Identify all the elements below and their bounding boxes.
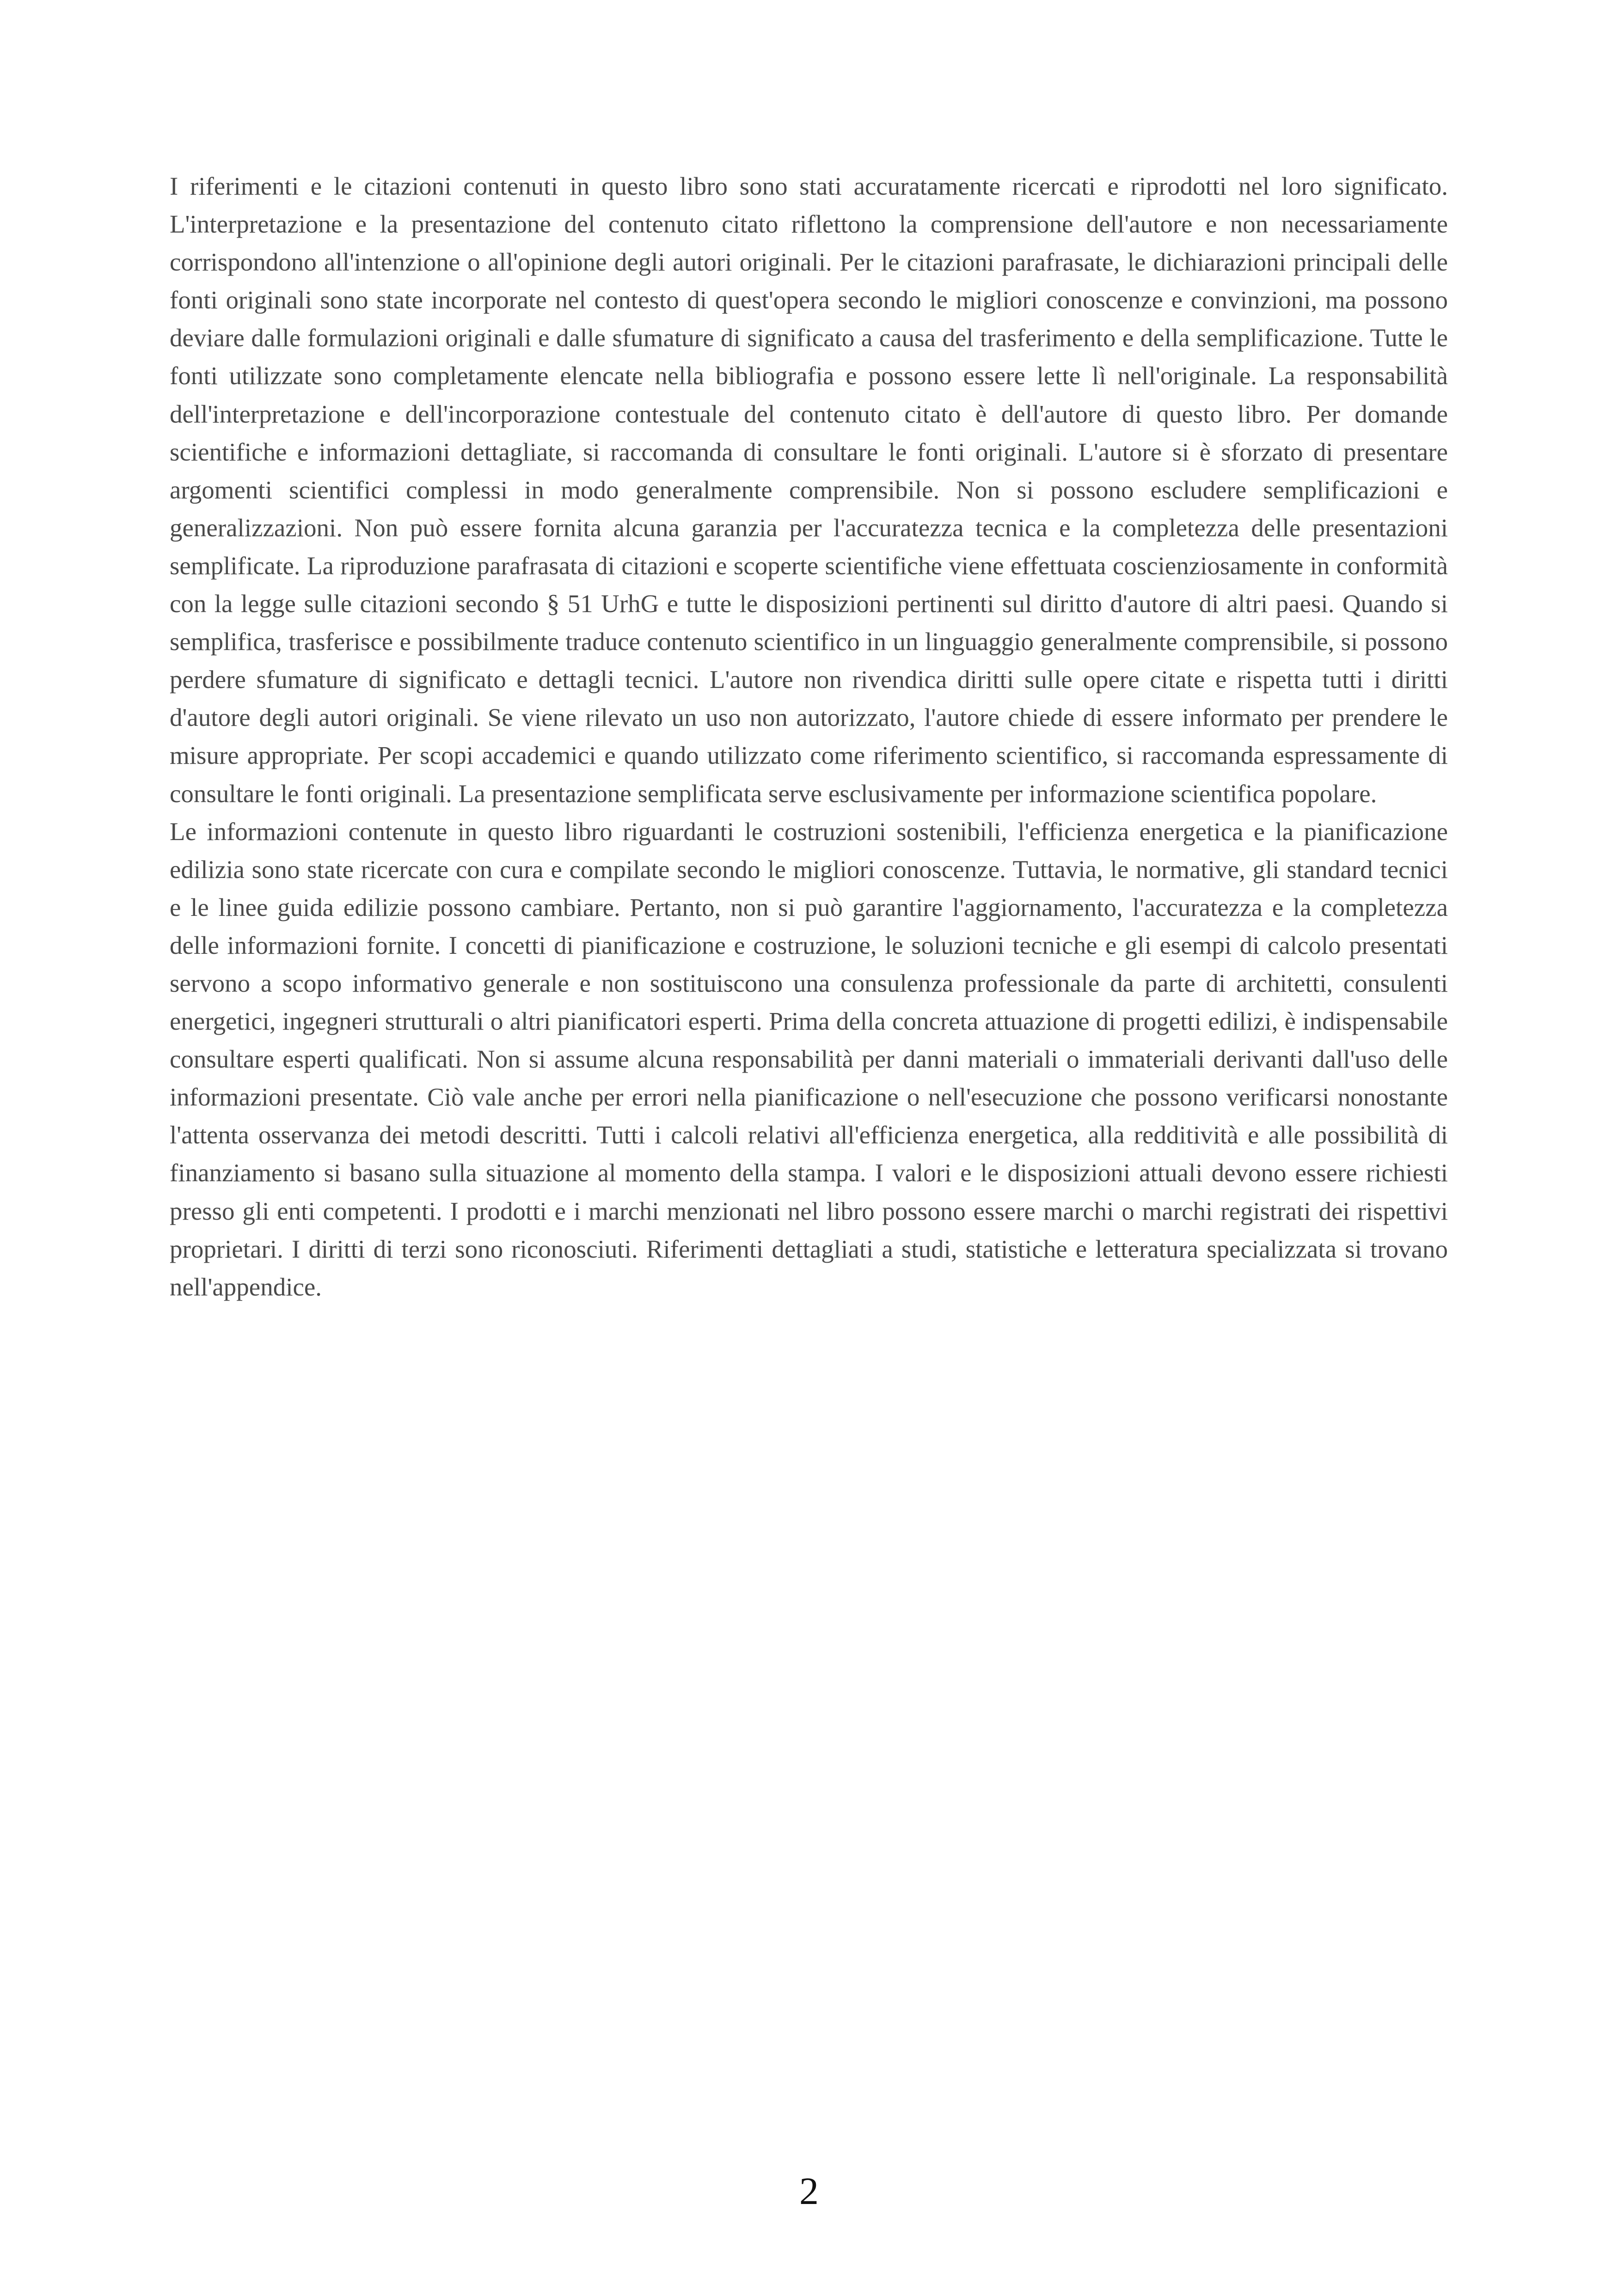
disclaimer-text-block <box>170 167 1448 1306</box>
paragraph-building-information-disclaimer: Le informazioni contenute in questo libro riguardanti le costruzioni sostenibili, l'efficienza energetica e la pianificazione edilizia sono state ricercate con cura e compilate secondo le migliori conoscenze. Tuttavia, le normative, gli standard tecnici e le linee guida edilizie possono cambiare. Pertanto, non si può garantire l'aggiornamento, l'accuratezza e la completezza delle informazioni fornite. I concetti di pianificazione e costruzione, le soluzioni tecniche e gli esempi di calcolo presentati servono a scopo informativo generale e non sostituiscono una consulenza professionale da parte di architetti, consulenti energetici, ingegneri strutturali o altri pianificatori esperti. Prima della concreta attuazione di progetti edilizi, è indispensabile consultare esperti qualificati. Non si assume alcuna responsabilità per danni materiali o immateriali derivanti dall'uso delle informazioni presentate. Ciò vale anche per errori nella pianificazione o nell'esecuzione che possono verificarsi nonostante l'attenta osservanza dei metodi descritti. Tutti i calcoli relativi all'efficienza energetica, alla redditività e alle possibilità di finanziamento si basano sulla situazione al momento della stampa. I valori e le disposizioni attuali devono essere richiesti presso gli enti competenti. I prodotti e i marchi menzionati nel libro possono essere marchi o marchi registrati dei rispettivi proprietari. I diritti di terzi sono riconosciuti. Riferimenti dettagliati a studi, statistiche e letteratura specializzata si trovano nell'appendice. <box>170 817 1448 1301</box>
paragraph-citations-disclaimer: I riferimenti e le citazioni contenuti in questo libro sono stati accuratamente ricercati e riprodotti nel loro significato. L'interpretazione e la presentazione del contenuto citato riflettono la comprensione dell'autore e non necessariamente corrispondono all'intenzione o all'opinione degli autori originali. Per le citazioni parafrasate, le dichiarazioni principali delle fonti originali sono state incorporate nel contesto di quest'opera secondo le migliori conoscenze e convinzioni, ma possono deviare dalle formulazioni originali e dalle sfumature di significato a causa del trasferimento e della semplificazione. Tutte le fonti utilizzate sono completamente elencate nella bibliografia e possono essere lette lì nell'originale. La responsabilità dell'interpretazione e dell'incorporazione contestuale del contenuto citato è dell'autore di questo libro. Per domande scientifiche e informazioni dettagliate, si raccomanda di consultare le fonti originali. L'autore si è sforzato di presentare argomenti scientifici complessi in modo generalmente comprensibile. Non si possono escludere semplificazioni e generalizzazioni. Non può essere fornita alcuna garanzia per l'accuratezza tecnica e la completezza delle presentazioni semplificate. La riproduzione parafrasata di citazioni e scoperte scientifiche viene effettuata coscienziosamente in conformità con la legge sulle citazioni secondo § 51 UrhG e tutte le disposizioni pertinenti sul diritto d'autore di altri paesi. Quando si semplifica, trasferisce e possibilmente traduce contenuto scientifico in un linguaggio generalmente comprensibile, si possono perdere sfumature di significato e dettagli tecnici. L'autore non rivendica diritti sulle opere citate e rispetta tutti i diritti d'autore degli autori originali. Se viene rilevato un uso non autorizzato, l'autore chiede di essere informato per prendere le misure appropriate. Per scopi accademici e quando utilizzato come riferimento scientifico, si raccomanda espressamente di consultare le fonti originali. La presentazione semplificata serve esclusivamente per informazione scientifica popolare. <box>170 172 1448 808</box>
page-number: 2 <box>799 2170 819 2213</box>
